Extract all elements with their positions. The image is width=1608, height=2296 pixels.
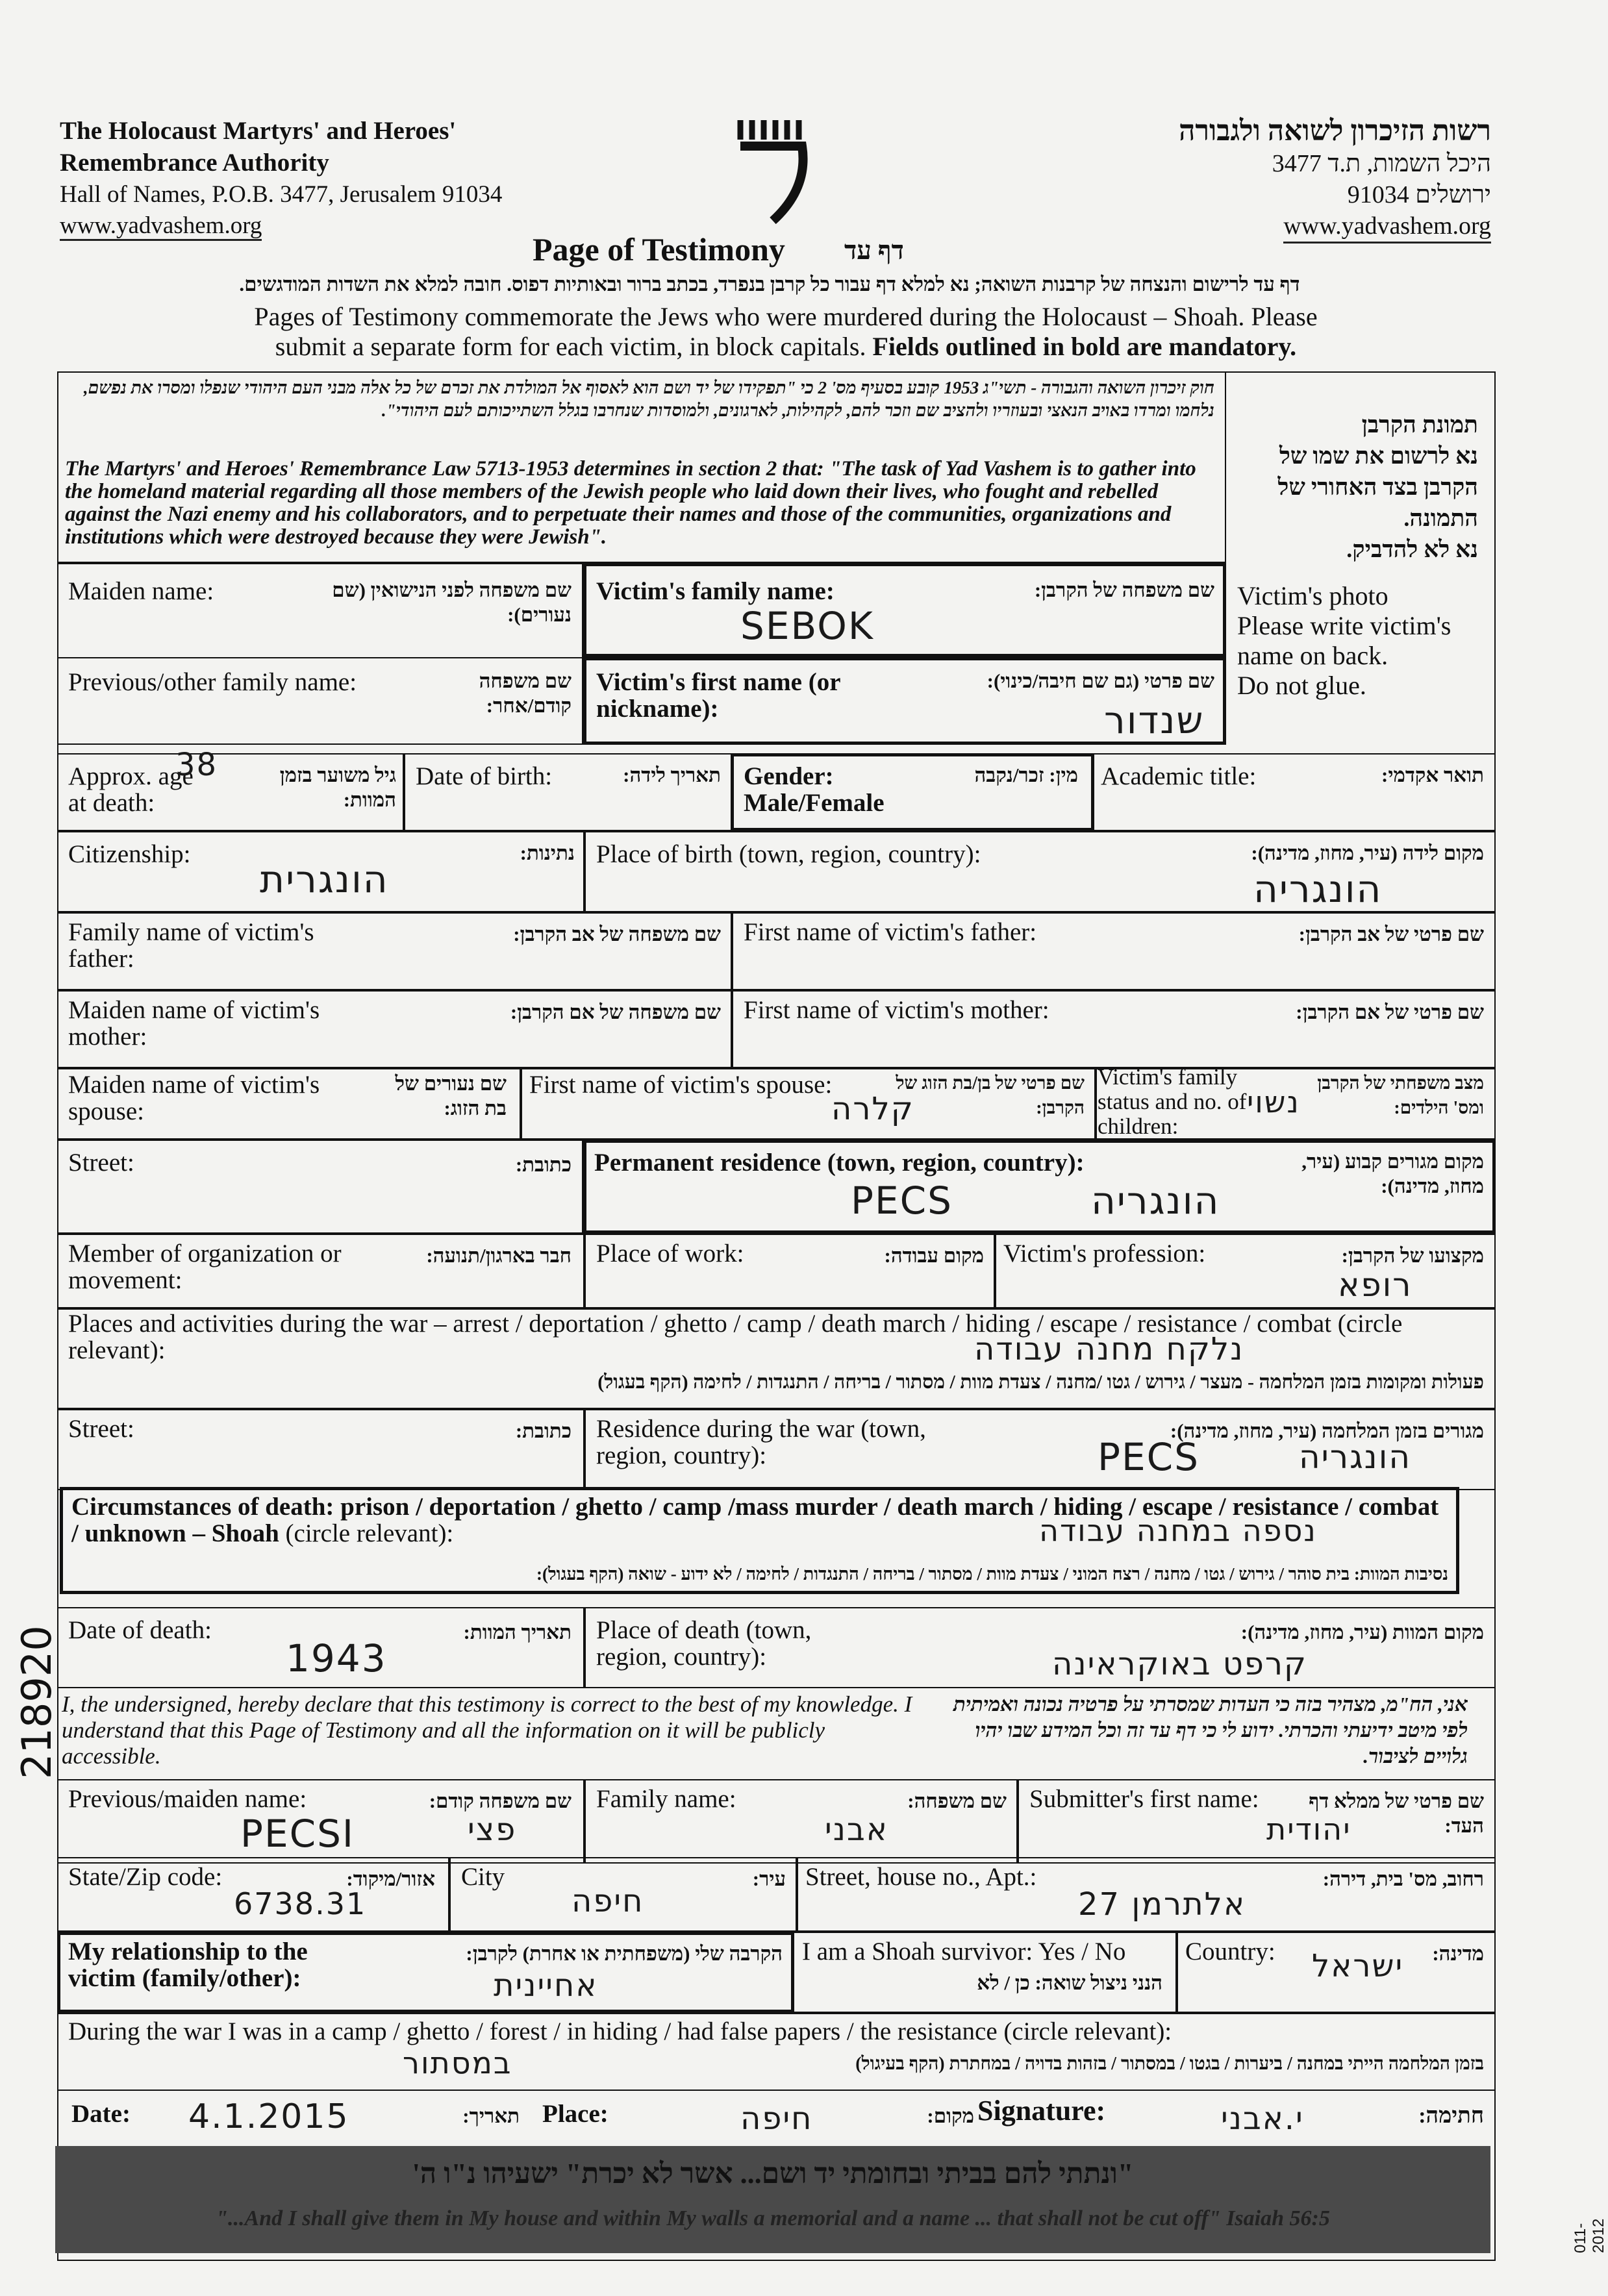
relationship-label: My relationship to the victim (family/other):: [68, 1938, 308, 1992]
place-label-he: מקום:: [927, 2104, 974, 2127]
status-label-he: מצב משפחתי של הקרבן ומס' הילדים:: [1317, 1073, 1484, 1118]
submitter-first-label: Submitter's first name:: [1029, 1785, 1259, 1813]
submitter-family-label-he: שם משפחה:: [907, 1790, 1007, 1812]
dob-label: Date of birth:: [416, 762, 553, 790]
family-name-label: Victim's family name:: [596, 577, 835, 605]
zip-label-he: אזור/מיקוד:: [346, 1867, 435, 1890]
signature-label-he: חתימה:: [1418, 2104, 1484, 2128]
city-label-he: עיר:: [752, 1867, 786, 1890]
divider: [583, 1779, 586, 1864]
photo-en-2: Please write victim's: [1237, 611, 1451, 640]
website-en: www.yadvashem.org: [60, 212, 262, 241]
authority-name-2: Remembrance Authority: [60, 149, 329, 177]
photo-he-1: תמונת הקרבן: [1361, 412, 1478, 438]
signature-label: Signature:: [977, 2095, 1106, 2127]
divider: [520, 1068, 522, 1140]
profession-value: רופא: [1338, 1266, 1413, 1304]
address-en: Hall of Names, P.O.B. 3477, Jerusalem 91034: [60, 181, 503, 208]
citizenship-value: הונגרית: [260, 857, 389, 901]
previous-name-label: Previous/other family name:: [68, 668, 357, 696]
street2-label: Street:: [68, 1415, 134, 1443]
relationship-value: אחיינית: [494, 1967, 598, 2004]
mother-maiden-label: Maiden name of victim's mother:: [68, 996, 320, 1051]
organization-label: Member of organization or movement:: [68, 1240, 342, 1294]
intro-en-mandatory: Fields outlined in bold are mandatory.: [872, 332, 1297, 361]
organization-label-he: חבר בארגון/תנועה:: [426, 1244, 572, 1267]
circumstances-label-he: נסיבות המוות: בית סוהר / גירוש / גטו / מחנה / רצח המוני / צעדת מוות / מסתור / בריחה / התנגדות / לחימה / לא ידוע - שואה (הקף בעגול):: [536, 1564, 1448, 1584]
previous-name-label-he: שם משפחה קודם/אחר:: [479, 669, 572, 717]
photo-he-2: נא לרשום את שמו של: [1279, 443, 1478, 469]
website-he: www.yadvashem.org: [1283, 210, 1491, 243]
submitter-family-label: Family name:: [596, 1785, 736, 1813]
divider: [583, 1234, 586, 1308]
side-number: 218920: [13, 1625, 60, 1779]
divider: [583, 1607, 586, 1688]
circumstances-value: נספה במחנה עבודה: [1039, 1513, 1317, 1548]
status-label: Victim's family status and no. of children:: [1098, 1064, 1247, 1139]
photo-instructions-en: [1237, 581, 1451, 701]
during-war-label: During the war I was in a camp / ghetto / forest / in hiding / had false papers / the resistance (circle relevant):: [68, 2017, 1172, 2045]
form-code: 011-2012: [1572, 2218, 1607, 2253]
family-name-value: SEBOK: [740, 604, 874, 648]
submitter-first-label-he: שם פרטי של ממלא דף העד:: [1309, 1790, 1484, 1837]
survivor-label-he: הנני ניצול שואה: כן / לא: [977, 1971, 1162, 1994]
photo-he-3: הקרבן בצד האחורי של: [1277, 474, 1478, 500]
pod-label-he: מקום המוות (עיר, מחוז, מדינה):: [1240, 1621, 1484, 1643]
intro-en-line1: Pages of Testimony commemorate the Jews who were murdered during the Holocaust – Shoah. Please: [254, 302, 1318, 331]
spouse-first-value: קלרה: [831, 1091, 914, 1127]
divider: [583, 831, 586, 912]
submitter-prevname-value-he: פצי: [468, 1812, 517, 1848]
war-residence-label: Residence during the war (town, region, country):: [596, 1415, 926, 1469]
maiden-name-label-he: שם משפחה לפני הנישואין (שם נעורים):: [332, 579, 572, 626]
street2-label-he: כתובת:: [515, 1419, 572, 1442]
city-label: City: [461, 1863, 505, 1891]
during-war-value: במסתור: [403, 2045, 512, 2080]
spouse-first-label: First name of victim's spouse:: [529, 1071, 833, 1099]
pod-value: קרפט באוקראינה: [1052, 1646, 1307, 1682]
date-label: Date:: [71, 2100, 131, 2128]
signature-value: י.אבני: [1221, 2101, 1304, 2137]
page-title: Page of Testimony: [533, 231, 785, 268]
page-title-he: דף עד: [844, 236, 904, 265]
first-name-value: שנדור: [1104, 698, 1205, 742]
maiden-name-label: Maiden name:: [68, 577, 214, 605]
submitter-street-label-he: רחוב, מס' בית, דירה:: [1322, 1867, 1484, 1890]
mother-maiden-label-he: שם משפחה של אם הקרבן:: [510, 1001, 721, 1023]
relationship-label-he: הקרבה שלי (משפחתית או אחרת) לקרבן:: [466, 1942, 783, 1965]
zip-value: 6738.31: [234, 1886, 367, 1921]
work-label-he: מקום עבודה:: [884, 1244, 984, 1267]
divider: [1016, 1779, 1019, 1864]
first-name-label-he: שם פרטי (גם שם חיבה/כינוי):: [986, 669, 1214, 692]
date-value: 4.1.2015: [188, 2097, 349, 2136]
spouse-first-label-he: שם פרטי של בן/בת הזוג של הקרבן:: [896, 1073, 1085, 1118]
circumstances-circle: (circle relevant):: [285, 1519, 454, 1547]
photo-instructions-he: [1278, 409, 1479, 565]
citizenship-label-he: נתינות:: [520, 842, 575, 864]
country-value: ישראל: [1312, 1948, 1404, 1984]
place-label: Place:: [542, 2100, 609, 2128]
gender-label: Gender: Male/Female: [744, 762, 885, 817]
declaration-en: I, the undersigned, hereby declare that this testimony is correct to the best of my knowledge. I understand that this Page of Testimony and all the information on it will be publicly accessible.: [62, 1691, 912, 1769]
permanent-residence-value-he: הונגריה: [1091, 1179, 1220, 1223]
war-activities-label: Places and activities during the war – arrest / deportation / ghetto / camp / death march / hiding / escape / resistance / combat (circle relevant):: [68, 1310, 1403, 1364]
submitter-street-value: אלתרמן 27: [1078, 1886, 1246, 1923]
submitter-prevname-value: PECSI: [240, 1812, 355, 1856]
war-activities-value: נלקח מחנה עבודה: [974, 1331, 1244, 1367]
address-he-1: היכל השמות, ת.ד 3477: [1272, 150, 1491, 177]
pob-label: Place of birth (town, region, country):: [596, 840, 981, 868]
divider: [994, 1234, 996, 1308]
war-residence-value-he: הונגריה: [1299, 1438, 1411, 1476]
street-label: Street:: [68, 1149, 134, 1177]
yad-vashem-logo-icon: [727, 117, 818, 234]
first-name-label: Victim's first name (or nickname):: [596, 668, 840, 723]
divider: [448, 1857, 451, 1932]
pob-label-he: מקום לידה (עיר, מחוז, מדינה):: [1251, 842, 1484, 864]
place-value: חיפה: [740, 2101, 813, 2137]
father-family-label-he: שם משפחה של אב הקרבן:: [513, 923, 721, 945]
intro-en-line2: submit a separate form for each victim, in block capitals.: [275, 332, 866, 361]
spouse-maiden-label-he: שם נעורים של בת הזוג:: [395, 1072, 507, 1119]
age-label-he: גיל משוער בזמן המוות:: [279, 764, 396, 811]
authority-name-1: The Holocaust Martyrs' and Heroes': [60, 117, 457, 145]
dob-label-he: תאריך לידה:: [623, 764, 721, 786]
permanent-residence-value: PECS: [851, 1179, 953, 1223]
age-label: Approx. age at death:: [68, 762, 194, 817]
citizenship-label: Citizenship:: [68, 840, 191, 868]
gender-label-he: מין: זכר/נקבה: [974, 764, 1078, 786]
country-label-he: מדינה:: [1432, 1942, 1484, 1965]
intro-english: [78, 302, 1494, 362]
submitter-prevname-label: Previous/maiden name:: [68, 1785, 307, 1813]
photo-en-4: Do not glue.: [1237, 671, 1366, 700]
divider: [1094, 1068, 1097, 1140]
pod-label: Place of death (town, region, country):: [596, 1616, 812, 1671]
submitter-family-value: אבני: [825, 1812, 888, 1848]
law-hebrew: חוק זיכרון השואה והגבורה - תשי"ג 1953 קובע בסעיף מס' 2 כי "תפקידו של יד ושם הוא לאסוף אל המולדת את זכרם של כל אלה מבני העם היהודי שנפלו ומסרו את נפשם, נלחמו ומרדו באויב הנאצי ובעוזריו ולהציב שם וזכר להם, לקהילות, לארגונים, ולמוסדות שנחרבו בגלל השתייכותם לעם היהודי".: [83, 378, 1214, 420]
father-family-label: Family name of victim's father:: [68, 918, 314, 973]
mother-first-label: First name of victim's mother:: [744, 996, 1049, 1024]
permanent-residence-label-he: מקום מגורים קבוע (עיר, מחוז, מדינה):: [1301, 1150, 1484, 1197]
photo-en-3: name on back.: [1237, 641, 1388, 670]
photo-he-5: נא לא להדביק.: [1346, 536, 1478, 562]
submitter-first-value: יהודית: [1266, 1812, 1351, 1847]
circumstances-label-text: Circumstances of death: prison / deportation / ghetto / camp /mass murder / death march / hiding / escape / resistance / combat / unknown – Shoah: [71, 1493, 1439, 1547]
profession-label-he: מקצועו של הקרבן:: [1341, 1244, 1484, 1267]
mother-first-label-he: שם פרטי של אם הקרבן:: [1296, 1001, 1484, 1023]
work-label: Place of work:: [596, 1240, 744, 1267]
header-english: [60, 116, 502, 242]
footer-quote-he: "ונתתי להם בביתי ובחומתי יד ושם... אשר לא יכרת" ישעיהו נ"ו ה': [412, 2158, 1134, 2190]
submitter-prevname-label-he: שם משפחה קודם:: [429, 1790, 572, 1812]
header-hebrew: [1179, 116, 1491, 243]
photo-en-1: Victim's photo: [1237, 581, 1388, 610]
academic-label-he: תואר אקדמי:: [1381, 764, 1484, 786]
country-label: Country:: [1185, 1938, 1275, 1965]
profession-label: Victim's profession:: [1003, 1240, 1206, 1267]
law-english: The Martyrs' and Heroes' Remembrance Law 5713-1953 determines in section 2 that: "The task of Yad Vashem is to gather into the homeland material regarding all those members of the Jewish people who laid down their lives, who fought and rebelled against the Nazi enemy and his collaborators, and to perpetuate their names and those of the communities, organizations and institutions which were destroyed because they were Jewish".: [65, 457, 1196, 549]
status-value: נשוי: [1247, 1084, 1300, 1119]
declaration-he: אני, הח"מ, מצהיר בזה כי העדות שמסרתי על פרטיה נכונה ואמיתית לפי מיטב ידיעתי והכרתי. ידוע לי כי דף עד זה וכל המידע שבו יהיו גלויים לציבור.: [953, 1693, 1468, 1767]
dod-value: 1943: [286, 1636, 387, 1680]
age-value: 38: [175, 747, 218, 783]
address-he-2: ירושלים 91034: [1347, 181, 1491, 208]
zip-label: State/Zip code:: [68, 1863, 223, 1891]
war-residence-label-he: מגורים בזמן המלחמה (עיר, מחוז, מדינה):: [1170, 1419, 1484, 1442]
spouse-maiden-label: Maiden name of victim's spouse:: [68, 1071, 320, 1125]
intro-hebrew: דף עד לרישום והנצחה של קרבנות השואה; נא למלא דף עבור כל קרבן בנפרד, בכתב ברור ובאותיות דפוס. חובה למלא את השדות המודגשים.: [239, 273, 1300, 295]
war-residence-value: PECS: [1098, 1435, 1200, 1479]
street-label-he: כתובת:: [515, 1153, 572, 1176]
divider: [583, 1409, 586, 1490]
father-first-label-he: שם פרטי של אב הקרבן:: [1298, 923, 1484, 945]
permanent-residence-label: Permanent residence (town, region, country):: [594, 1149, 1085, 1177]
family-name-label-he: שם משפחה של הקרבן:: [1034, 579, 1214, 601]
city-value: חיפה: [572, 1883, 644, 1919]
divider: [1175, 1932, 1178, 2013]
footer-quote-en: "...And I shall give them in My house and within My walls a memorial and a name ... that shall not be cut off" Isaiah 56:5: [216, 2206, 1330, 2230]
date-label-he: תאריך:: [462, 2104, 520, 2127]
dod-label: Date of death:: [68, 1616, 212, 1644]
submitter-street-label: Street, house no., Apt.:: [805, 1863, 1037, 1891]
divider: [796, 1857, 798, 1932]
survivor-label: I am a Shoah survivor: Yes / No: [802, 1938, 1126, 1965]
authority-name-he: רשות הזיכרון לשואה ולגבורה: [1179, 115, 1491, 147]
photo-he-4: התמונה.: [1403, 505, 1478, 531]
war-activities-label-he: פעולות ומקומות בזמן המלחמה - מעצר / גירוש / גטו /מחנה / צעדת מוות / מסתור / בריחה / התנגדות / לחימה (הקף בעגול): [597, 1371, 1484, 1393]
divider: [403, 753, 405, 831]
pob-value: הונגריה: [1253, 867, 1383, 911]
during-war-label-he: בזמן המלחמה הייתי במחנה / ביערות / בגטו / במסתור / בזהות בדויה / במחתרת (הקף בעיגול): [855, 2054, 1484, 2074]
father-first-label: First name of victim's father:: [744, 918, 1037, 946]
academic-label: Academic title:: [1101, 762, 1257, 790]
dod-label-he: תאריך המוות:: [463, 1621, 572, 1643]
